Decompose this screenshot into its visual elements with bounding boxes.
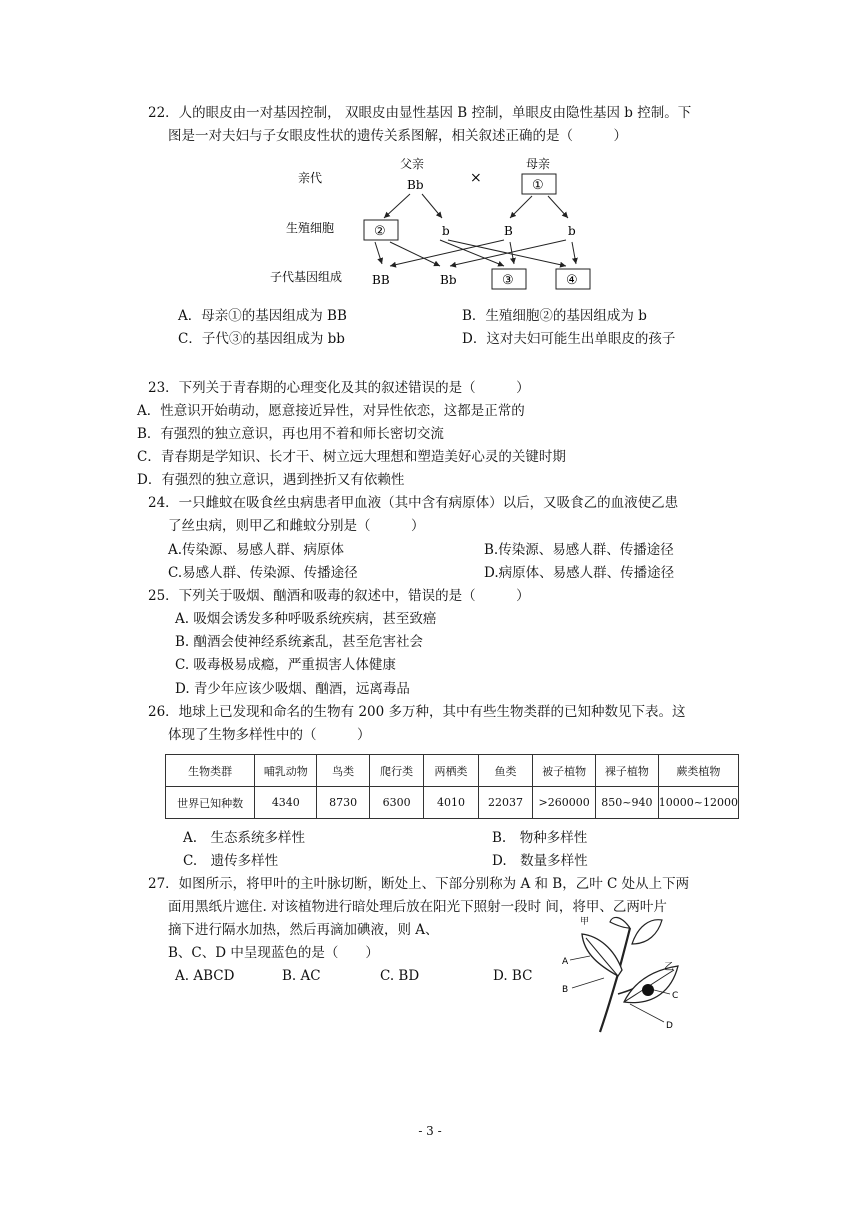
table-cell: 22037 (478, 787, 533, 819)
table-header-cell: 蕨类植物 (658, 755, 738, 787)
q27-option-c: C. BD (380, 968, 420, 984)
q27-option-d: D. BC (493, 968, 533, 984)
box-3-label: ③ (502, 273, 514, 288)
box-2-label: ② (374, 224, 386, 239)
offspring-Bb: Bb (440, 273, 457, 287)
plant-leaf-figure (560, 914, 700, 1034)
q24-option-a: A.传染源、易感人群、病原体 (168, 542, 345, 558)
table-cell: 850~940 (596, 787, 659, 819)
q22-option-d: D．这对夫妇可能生出单眼皮的孩子 (462, 331, 676, 347)
father-genotype: Bb (407, 178, 424, 192)
label-yi: 乙 (664, 962, 674, 973)
q27-stem-line1: 27．如图所示，将甲叶的主叶脉切断，断处上、下部分别称为 A 和 B，乙叶 C 处从上下两 (148, 876, 690, 892)
q26-option-d: D. 数量多样性 (492, 853, 588, 869)
q22-option-a: A．母亲①的基因组成为 BB (178, 308, 347, 324)
gamete-father-b: b (442, 224, 450, 238)
table-cell: >260000 (533, 787, 596, 819)
genetics-diagram (260, 150, 620, 295)
q24-option-b: B.传染源、易感人群、传播途径 (484, 542, 674, 558)
q25-option-c: C. 吸毒极易成瘾，严重损害人体健康 (175, 657, 396, 673)
row-label-gamete: 生殖细胞 (286, 221, 335, 235)
table-header-cell: 两栖类 (424, 755, 478, 787)
q22-option-c: C．子代③的基因组成为 bb (178, 331, 345, 347)
q27-option-b: B. AC (282, 968, 321, 984)
table-cell: 6300 (369, 787, 423, 819)
q25-option-b: B. 酗酒会使神经系统紊乱，甚至危害社会 (175, 634, 424, 650)
q26-stem-line2: 体现了生物多样性中的（ ） (168, 727, 371, 743)
q22-stem-line2: 图是一对夫妇与子女眼皮性状的遗传关系图解，相关叙述正确的是（ ） (168, 128, 627, 144)
box-4-label: ④ (566, 273, 578, 288)
q25-stem: 25．下列关于吸烟、酗酒和吸毒的叙述中，错误的是（ ） (148, 588, 530, 604)
q22-stem-line1: 22．人的眼皮由一对基因控制， 双眼皮由显性基因 B 控制，单眼皮由隐性基因 b 控制。下 (148, 105, 692, 121)
table-header-cell: 生物类群 (166, 755, 255, 787)
q22-option-b: B．生殖细胞②的基因组成为 b (462, 308, 647, 324)
box-1-label: ① (532, 178, 544, 193)
father-label: 父亲 (400, 157, 425, 171)
table-header-cell: 鱼类 (478, 755, 533, 787)
table-row (166, 787, 739, 819)
page-number: - 3 - (418, 1124, 442, 1138)
offspring-BB: BB (372, 273, 390, 287)
row-label-parent: 亲代 (298, 171, 323, 185)
q24-option-d: D.病原体、易感人群、传播途径 (484, 565, 675, 581)
label-A: A (562, 957, 569, 967)
q27-stem-line2: 面用黑纸片遮住. 对该植物进行暗处理后放在阳光下照射一段时 间，将甲、乙两叶片 (168, 899, 667, 915)
label-D: D (666, 1021, 673, 1031)
table-header-cell: 裸子植物 (596, 755, 659, 787)
q26-option-c: C. 遗传多样性 (183, 853, 279, 869)
table-cell: 8730 (317, 787, 369, 819)
q25-option-a: A. 吸烟会诱发多种呼吸系统疾病，甚至致癌 (175, 611, 437, 627)
q23-option-c: C．青春期是学知识、长才干、树立远大理想和塑造美好心灵的关键时期 (137, 449, 566, 465)
table-cell: 世界已知种数 (166, 787, 255, 819)
q26-option-b: B. 物种多样性 (492, 830, 588, 846)
gamete-mother-B: B (504, 224, 513, 238)
q26-stem-line1: 26．地球上已发现和命名的生物有 200 多万种，其中有些生物类群的已知种数见下表。这 (148, 704, 686, 720)
table-cell: 4340 (255, 787, 317, 819)
q23-option-d: D．有强烈的独立意识，遇到挫折又有依赖性 (137, 472, 405, 488)
table-header-cell: 哺乳动物 (255, 755, 317, 787)
q26-option-a: A. 生态系统多样性 (183, 830, 306, 846)
mother-label: 母亲 (526, 157, 551, 171)
q23-stem: 23．下列关于青春期的心理变化及其的叙述错误的是（ ） (148, 380, 530, 396)
species-table (165, 754, 739, 819)
q27-stem-line4: B、C、D 中呈现蓝色的是（ ） (168, 945, 379, 961)
q27-option-a: A. ABCD (175, 968, 235, 984)
q23-option-b: B．有强烈的独立意识，再也用不着和师长密切交流 (137, 426, 444, 442)
label-jia: 甲 (580, 917, 590, 927)
q24-stem-line1: 24．一只雌蚊在吸食丝虫病患者甲血液（其中含有病原体）以后，又吸食乙的血液使乙患 (148, 495, 679, 511)
label-C: C (672, 991, 679, 1001)
q24-option-c: C.易感人群、传染源、传播途径 (168, 565, 358, 581)
table-header-row (166, 755, 739, 787)
table-header-cell: 被子植物 (533, 755, 596, 787)
q25-option-d: D. 青少年应该少吸烟、酗酒，远离毒品 (175, 681, 410, 697)
cross-symbol: × (470, 170, 482, 186)
table-cell: 10000~12000 (658, 787, 738, 819)
q27-stem-line3: 摘下进行隔水加热，然后再滴加碘液，则 A、 (168, 922, 439, 938)
gamete-mother-b: b (568, 224, 576, 238)
table-header-cell: 鸟类 (317, 755, 369, 787)
table-header-cell: 爬行类 (369, 755, 423, 787)
label-B: B (562, 985, 569, 995)
row-label-offspring: 子代基因组成 (270, 270, 343, 284)
table-cell: 4010 (424, 787, 478, 819)
q23-option-a: A．性意识开始萌动，愿意接近异性，对异性依恋，这都是正常的 (137, 403, 525, 419)
q24-stem-line2: 了丝虫病，则甲乙和雌蚊分别是（ ） (168, 518, 425, 534)
